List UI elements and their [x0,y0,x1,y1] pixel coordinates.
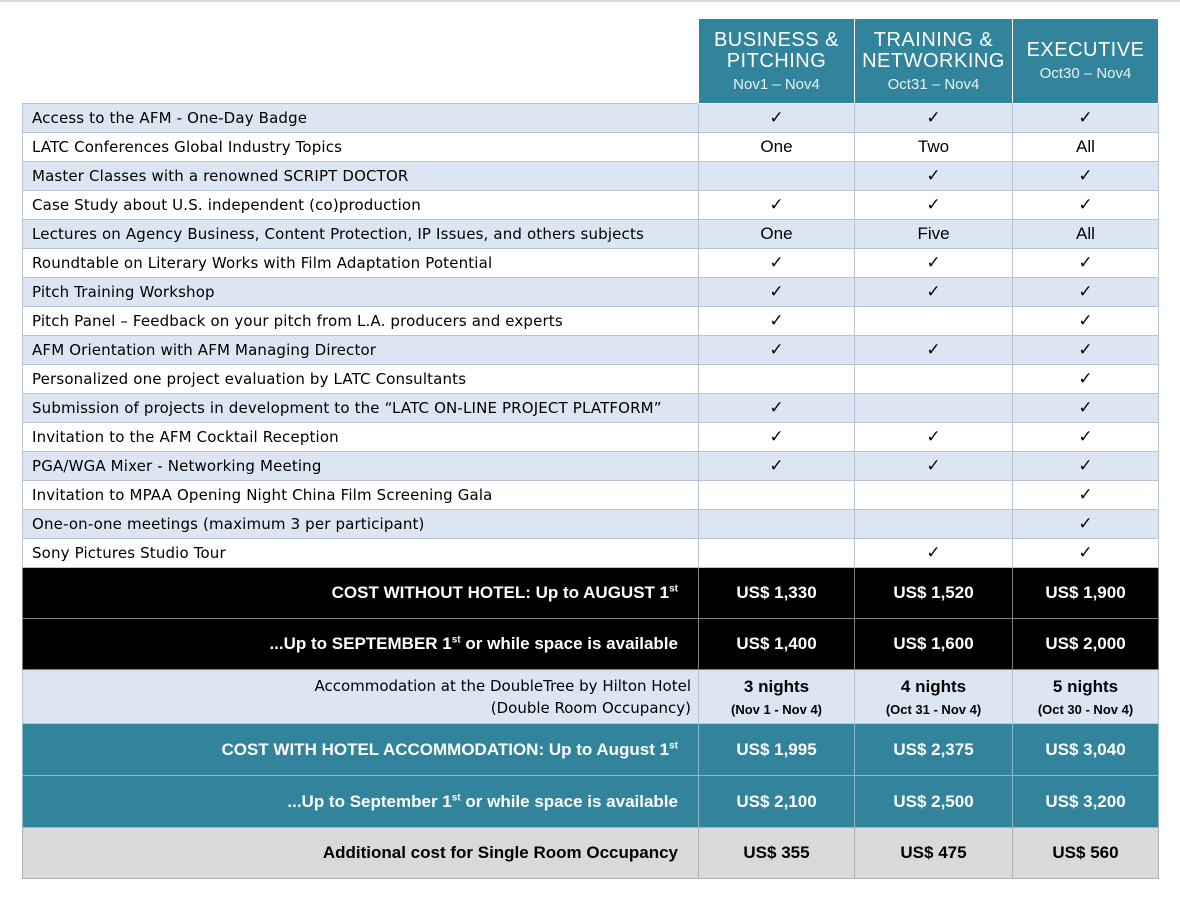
feature-value: ✓ [855,423,1013,452]
feature-row [23,423,1159,452]
feature-value: ✓ [699,423,855,452]
feature-row [23,191,1159,220]
feature-value: All [1013,133,1159,162]
feature-row [23,539,1159,568]
price-cell: US$ 1,520 [855,568,1013,619]
feature-row [23,278,1159,307]
cost-label: COST WITH HOTEL ACCOMMODATION: Up to August 1st [23,724,699,776]
accommodation-nights: 5 nights (Oct 30 - Nov 4) [1013,670,1159,724]
feature-value [699,510,855,539]
cost-label: ...Up to September 1st or while space is available [23,776,699,828]
feature-value [855,307,1013,336]
feature-value: ✓ [1013,336,1159,365]
feature-value: ✓ [1013,423,1159,452]
price-cell: US$ 2,375 [855,724,1013,776]
feature-label: Lectures on Agency Business, Content Protection, IP Issues, and others subjects [23,220,699,249]
feature-value [855,365,1013,394]
feature-value [855,394,1013,423]
feature-value: ✓ [699,336,855,365]
feature-value [855,481,1013,510]
feature-row [23,365,1159,394]
feature-row [23,220,1159,249]
price-cell: US$ 355 [699,828,855,879]
header-spacer [23,19,699,104]
feature-value: ✓ [855,452,1013,481]
price-cell: US$ 2,000 [1013,619,1159,670]
feature-row [23,336,1159,365]
feature-row [23,452,1159,481]
feature-value: All [1013,220,1159,249]
feature-row [23,162,1159,191]
feature-value [699,481,855,510]
feature-value: ✓ [1013,104,1159,133]
package-training-networking: TRAINING & NETWORKING Oct31 – Nov4 [855,19,1013,104]
feature-value: ✓ [699,249,855,278]
feature-row [23,104,1159,133]
cost-label: Additional cost for Single Room Occupancy [23,828,699,879]
feature-value [699,162,855,191]
feature-row [23,481,1159,510]
cost-label: ...Up to SEPTEMBER 1st or while space is available [23,619,699,670]
feature-label: Sony Pictures Studio Tour [23,539,699,568]
feature-value: ✓ [1013,249,1159,278]
feature-row [23,307,1159,336]
feature-value: Two [855,133,1013,162]
feature-label: Pitch Panel – Feedback on your pitch from L.A. producers and experts [23,307,699,336]
feature-value: One [699,220,855,249]
feature-value: ✓ [855,104,1013,133]
package-header-row [23,19,1159,104]
price-cell: US$ 3,040 [1013,724,1159,776]
feature-value: ✓ [1013,394,1159,423]
feature-value: ✓ [855,539,1013,568]
feature-value: ✓ [855,278,1013,307]
feature-value: ✓ [855,191,1013,220]
feature-row [23,249,1159,278]
feature-value: One [699,133,855,162]
feature-value: ✓ [1013,452,1159,481]
feature-label: Pitch Training Workshop [23,278,699,307]
feature-label: Invitation to the AFM Cocktail Reception [23,423,699,452]
feature-value: ✓ [699,394,855,423]
feature-value: ✓ [1013,162,1159,191]
feature-value [699,365,855,394]
feature-value: ✓ [699,452,855,481]
feature-value: ✓ [1013,365,1159,394]
feature-label: One-on-one meetings (maximum 3 per participant) [23,510,699,539]
price-cell: US$ 2,500 [855,776,1013,828]
single-room-row [23,828,1159,879]
feature-row [23,510,1159,539]
feature-value [699,539,855,568]
price-cell: US$ 1,600 [855,619,1013,670]
cost-with-hotel-september-row [23,776,1159,828]
price-cell: US$ 3,200 [1013,776,1159,828]
feature-label: Personalized one project evaluation by LATC Consultants [23,365,699,394]
feature-value: Five [855,220,1013,249]
feature-value: ✓ [1013,191,1159,220]
price-cell: US$ 2,100 [699,776,855,828]
price-cell: US$ 1,995 [699,724,855,776]
package-executive: EXECUTIVE Oct30 – Nov4 [1013,19,1159,104]
price-cell: US$ 560 [1013,828,1159,879]
feature-value: ✓ [1013,307,1159,336]
feature-label: Invitation to MPAA Opening Night China Film Screening Gala [23,481,699,510]
feature-value [855,510,1013,539]
feature-label: Roundtable on Literary Works with Film Adaptation Potential [23,249,699,278]
package-dates: Nov1 – Nov4 [733,75,820,93]
feature-label: Case Study about U.S. independent (co)production [23,191,699,220]
feature-label: LATC Conferences Global Industry Topics [23,133,699,162]
feature-row [23,133,1159,162]
feature-value: ✓ [1013,539,1159,568]
feature-label: AFM Orientation with AFM Managing Director [23,336,699,365]
feature-value: ✓ [1013,278,1159,307]
cost-with-hotel-august-row [23,724,1159,776]
feature-row [23,394,1159,423]
accommodation-row [23,670,1159,724]
feature-label: Master Classes with a renowned SCRIPT DOCTOR [23,162,699,191]
cost-label: COST WITHOUT HOTEL: Up to AUGUST 1st [23,568,699,619]
top-divider [0,0,1180,2]
feature-label: PGA/WGA Mixer - Networking Meeting [23,452,699,481]
feature-value: ✓ [699,104,855,133]
feature-value: ✓ [855,162,1013,191]
package-business-pitching: BUSINESS & PITCHING Nov1 – Nov4 [699,19,855,104]
feature-value: ✓ [855,336,1013,365]
feature-value: ✓ [1013,510,1159,539]
feature-value: ✓ [1013,481,1159,510]
accommodation-nights: 4 nights (Oct 31 - Nov 4) [855,670,1013,724]
package-dates: Oct31 – Nov4 [887,75,980,93]
package-dates: Oct30 – Nov4 [1039,65,1132,83]
price-cell: US$ 1,900 [1013,568,1159,619]
feature-value: ✓ [699,307,855,336]
package-comparison-table [22,18,1159,879]
cost-without-hotel-september-row [23,619,1159,670]
feature-value: ✓ [855,249,1013,278]
price-cell: US$ 1,400 [699,619,855,670]
feature-label: Access to the AFM - One-Day Badge [23,104,699,133]
cost-without-hotel-august-row [23,568,1159,619]
feature-value: ✓ [699,191,855,220]
accommodation-nights: 3 nights (Nov 1 - Nov 4) [699,670,855,724]
price-cell: US$ 475 [855,828,1013,879]
accommodation-label: Accommodation at the DoubleTree by Hilton Hotel (Double Room Occupancy) [23,670,699,724]
feature-value: ✓ [699,278,855,307]
feature-label: Submission of projects in development to the “LATC ON-LINE PROJECT PLATFORM” [23,394,699,423]
price-cell: US$ 1,330 [699,568,855,619]
